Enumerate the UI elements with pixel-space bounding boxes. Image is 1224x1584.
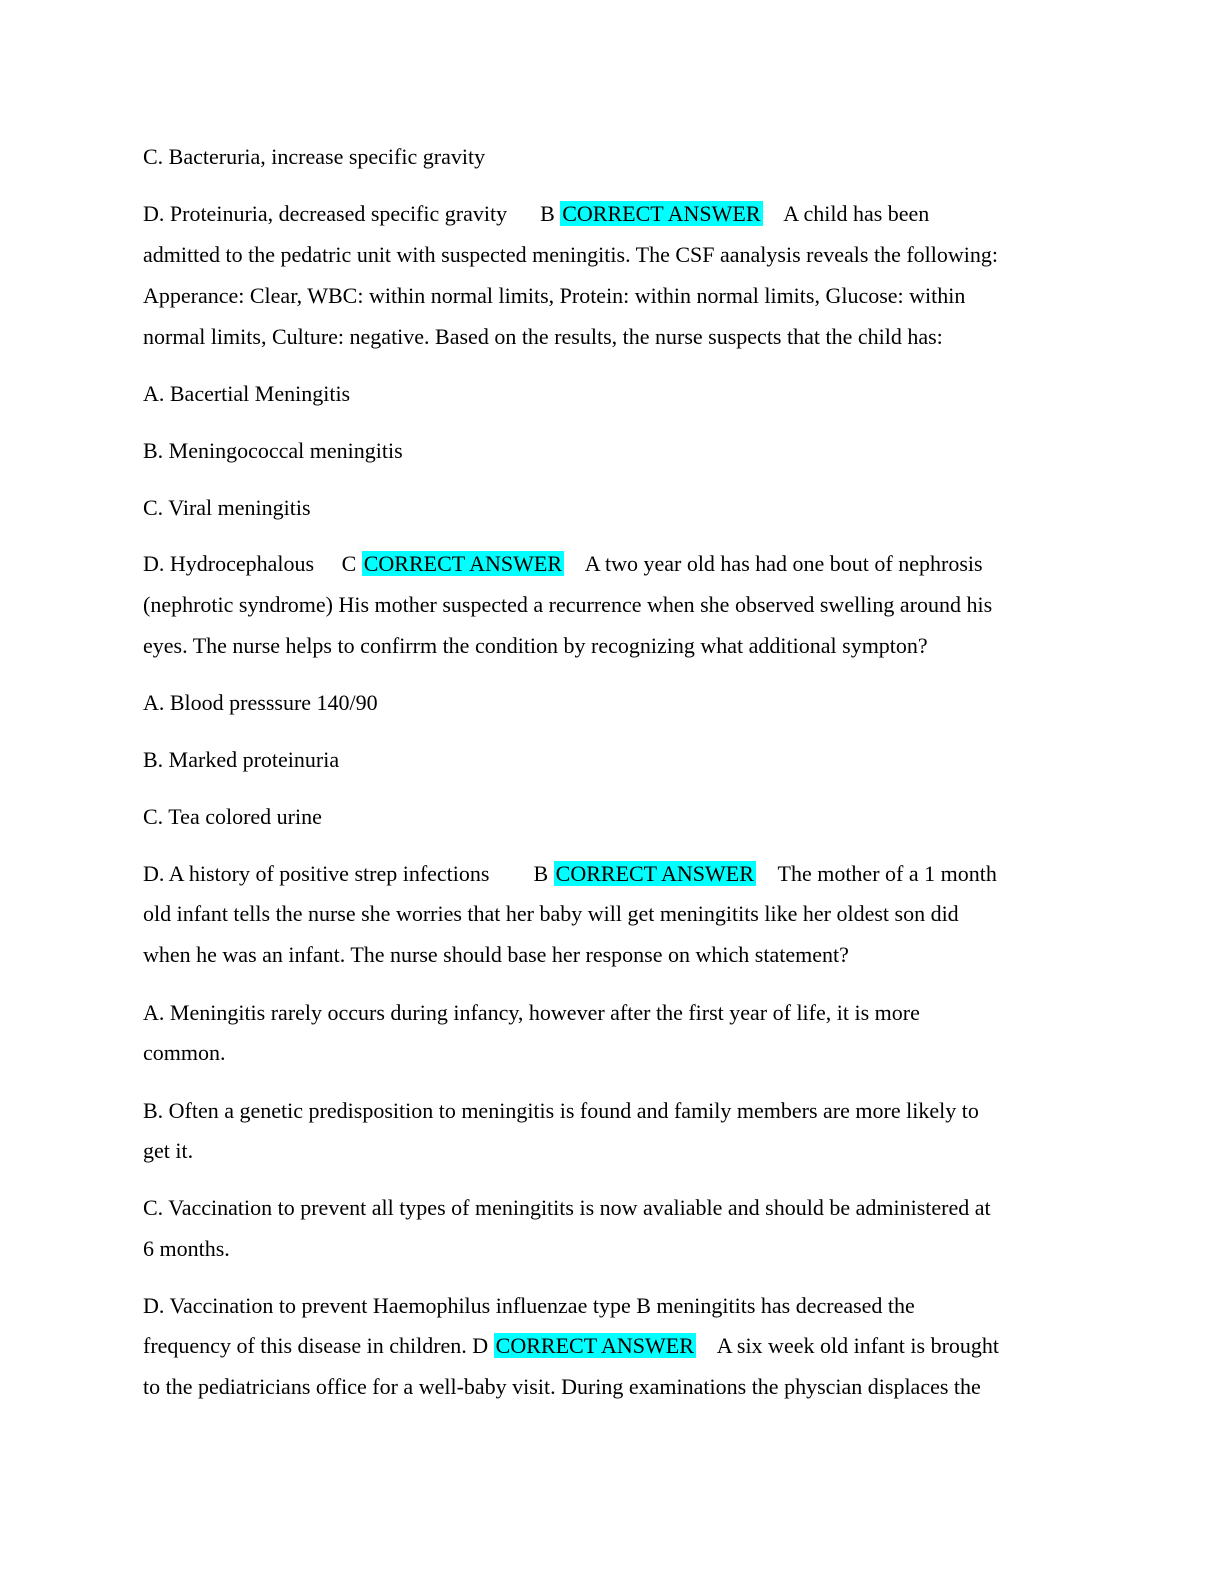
question-line	[143, 241, 998, 269]
option-line	[143, 1235, 230, 1263]
question-line	[143, 941, 849, 969]
question-text: A two year old has had one bout of nephrosis	[564, 551, 983, 576]
question-text: The mother of a 1 month	[755, 861, 997, 886]
option-text: A. Meningitis rarely occurs during infancy, however after the first year of life, it is more	[143, 1000, 920, 1025]
option-text: get it.	[143, 1138, 194, 1163]
correct-answer-highlight: CORRECT ANSWER	[562, 201, 761, 226]
option-line	[143, 689, 378, 717]
question-text: admitted to the pedatric unit with suspected meningitis. The CSF aanalysis reveals the following:	[143, 242, 998, 267]
option-line	[143, 437, 403, 465]
option-line	[143, 143, 485, 171]
question-line	[143, 1373, 981, 1401]
answer-line	[143, 860, 997, 888]
option-text: D. Proteinuria, decreased specific gravity B	[143, 201, 561, 226]
option-line	[143, 803, 322, 831]
option-text: 6 months.	[143, 1236, 230, 1261]
option-line	[143, 1194, 991, 1222]
option-text: C. Vaccination to prevent all types of meningitits is now avaliable and should be administered at	[143, 1195, 991, 1220]
question-line	[143, 591, 992, 619]
option-line	[143, 1292, 915, 1320]
answer-line	[143, 200, 929, 228]
option-line	[143, 746, 339, 774]
option-text: D. A history of positive strep infections B	[143, 861, 554, 886]
option-text: C. Tea colored urine	[143, 804, 322, 829]
answer-line	[143, 1332, 999, 1360]
question-text: A six week old infant is brought	[695, 1333, 1000, 1358]
correct-answer-highlight: CORRECT ANSWER	[555, 861, 754, 886]
option-text: B. Often a genetic predisposition to meningitis is found and family members are more likely to	[143, 1098, 979, 1123]
question-text: old infant tells the nurse she worries that her baby will get meningitits like her oldest son did	[143, 901, 959, 926]
option-text: D. Vaccination to prevent Haemophilus influenzae type B meningitits has decreased the	[143, 1293, 915, 1318]
question-text: (nephrotic syndrome) His mother suspected a recurrence when she observed swelling around his	[143, 592, 993, 617]
option-text: C. Bacteruria, increase specific gravity	[143, 144, 486, 169]
question-line	[143, 282, 965, 310]
question-line	[143, 632, 928, 660]
option-line	[143, 1137, 193, 1165]
option-text: A. Bacertial Meningitis	[143, 381, 351, 406]
question-text: A child has been	[762, 201, 930, 226]
question-line	[143, 323, 943, 351]
correct-answer-highlight: CORRECT ANSWER	[495, 1333, 694, 1358]
question-text: Apperance: Clear, WBC: within normal limits, Protein: within normal limits, Glucose: within	[143, 283, 966, 308]
option-line	[143, 999, 920, 1027]
option-line	[143, 494, 311, 522]
question-text: eyes. The nurse helps to confirrm the condition by recognizing what additional sympton?	[143, 633, 928, 658]
question-text: when he was an infant. The nurse should base her response on which statement?	[143, 942, 849, 967]
question-text: to the pediatricians office for a well-baby visit. During examinations the physcian displaces the	[143, 1374, 981, 1399]
option-text: frequency of this disease in children. D	[143, 1333, 494, 1358]
answer-line	[143, 550, 983, 578]
question-text: normal limits, Culture: negative. Based on the results, the nurse suspects that the child has:	[143, 324, 943, 349]
option-line	[143, 380, 350, 408]
option-text: B. Meningococcal meningitis	[143, 438, 403, 463]
option-text: D. Hydrocephalous C	[143, 551, 362, 576]
option-text: A. Blood presssure 140/90	[143, 690, 378, 715]
option-text: common.	[143, 1040, 226, 1065]
correct-answer-highlight: CORRECT ANSWER	[363, 551, 562, 576]
option-text: B. Marked proteinuria	[143, 747, 340, 772]
option-text: C. Viral meningitis	[143, 495, 311, 520]
option-line	[143, 1039, 226, 1067]
option-line	[143, 1097, 979, 1125]
question-line	[143, 900, 959, 928]
